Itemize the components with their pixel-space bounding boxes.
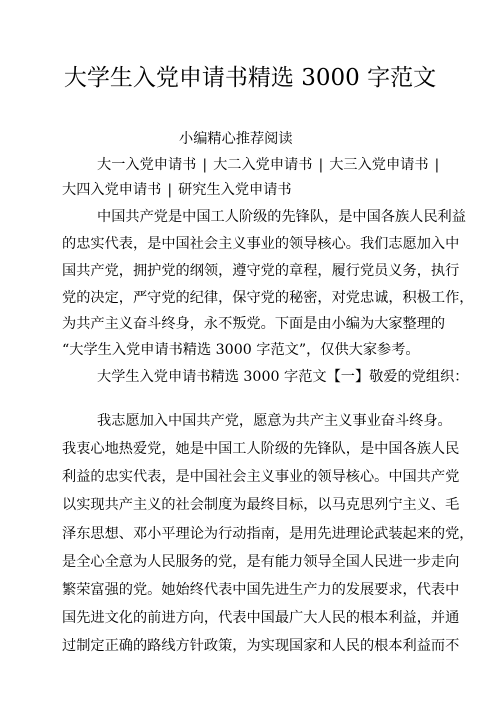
intro-line: 为共产主义奋斗终身，永不叛党。下面是由小编为大家整理的 [62, 316, 446, 332]
intro-line: 国共产党，拥护党的纲领，遵守党的章程，履行党员义务，执行 [62, 263, 460, 279]
link-freshman-application[interactable]: 大一入党申请书 [97, 157, 197, 173]
body-line: 是全心全意为人民服务的党，是有能力领导全国人民进一步走向 [62, 554, 460, 570]
recommend-links-row-1 [97, 155, 445, 175]
link-junior-application[interactable]: 大三入党申请书 [329, 157, 429, 173]
link-graduate-application[interactable]: 研究生入党申请书 [178, 182, 292, 198]
link-separator: | [434, 157, 440, 173]
link-separator: | [202, 157, 208, 173]
body-line: 国先进文化的前进方向，代表中国最广大人民的根本利益，并通 [62, 610, 460, 626]
section-heading: 大学生入党申请书精选 3000 字范文【一】敬爱的党组织： [97, 369, 469, 385]
intro-line: 的忠实代表，是中国社会主义事业的领导核心。我们志愿加入中 [62, 236, 460, 252]
document-title: 大学生入党申请书精选 3000 字范文 [63, 65, 437, 91]
recommend-heading: 小编精心推荐阅读 [179, 131, 293, 147]
body-line: 过制定正确的路线方针政策，为实现国家和人民的根本利益而不 [62, 638, 460, 654]
body-line: 我衷心地热爱党，她是中国工人阶级的先锋队，是中国各族人民 [62, 441, 460, 457]
intro-line: 党的决定，严守党的纪律，保守党的秘密，对党忠诚，积极工作， [62, 290, 474, 306]
intro-line: “大学生入党申请书精选 3000 字范文”，仅供大家参考。 [62, 342, 420, 358]
recommend-links-row-2 [62, 180, 292, 200]
link-sophomore-application[interactable]: 大二入党申请书 [213, 157, 313, 173]
intro-line: 中国共产党是中国工人阶级的先锋队，是中国各族人民利益 [97, 209, 466, 225]
link-senior-application[interactable]: 大四入党申请书 [62, 182, 162, 198]
body-line: 以实现共产主义的社会制度为最终目标，以马克思列宁主义、毛 [62, 497, 460, 513]
body-line: 繁荣富强的党。她始终代表中国先进生产力的发展要求，代表中 [62, 582, 460, 598]
body-line: 利益的忠实代表，是中国社会主义事业的领导核心。中国共产党 [62, 469, 460, 485]
link-separator: | [167, 182, 173, 198]
link-separator: | [318, 157, 324, 173]
body-line: 我志愿加入中国共产党，愿意为共产主义事业奋斗终身。 [97, 413, 452, 429]
body-line: 泽东思想、邓小平理论为行动指南，是用先进理论武装起来的党， [62, 526, 474, 542]
